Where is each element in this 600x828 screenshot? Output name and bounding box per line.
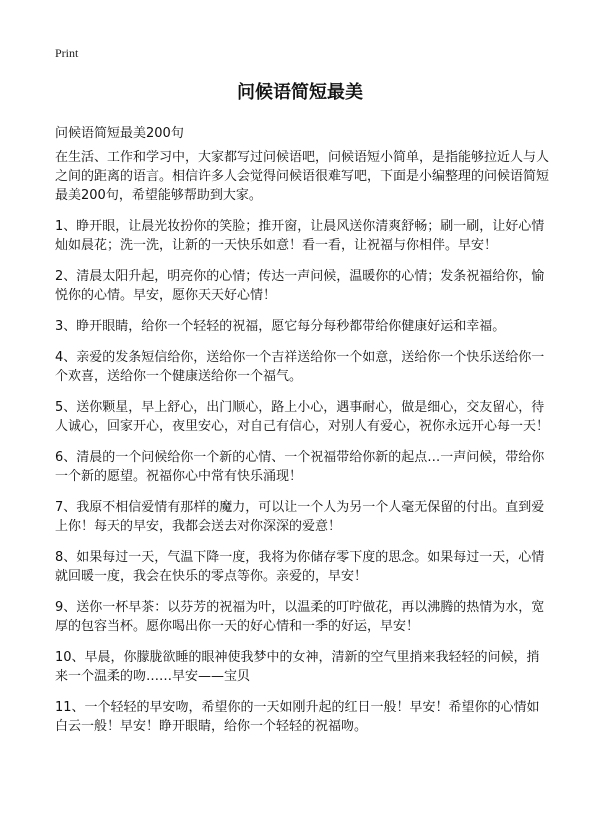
greeting-item: 2、清晨太阳升起，明亮你的心情；传达一声问候，温暖你的心情；发条祝福给你，愉悦你的心情。早安，愿你天天好心情！ [55,269,545,303]
greeting-item: 9、送你一杯早茶：以芬芳的祝福为叶，以温柔的叮咛做花，再以沸腾的热情为水，宽厚的包容当杯。愿你喝出你一天的好心情和一季的好运，早安！ [55,600,545,634]
greeting-item: 6、清晨的一个问候给你一个新的心情、一个祝福带给你新的起点…一声问候，带给你一个新的愿望。祝福你心中常有快乐涌现！ [55,450,545,484]
greeting-item: 8、如果每过一天，气温下降一度，我将为你储存零下度的思念。如果每过一天，心情就回暖一度，我会在快乐的零点等你。亲爱的，早安！ [55,550,545,584]
page-title: 问候语简短最美 [237,82,363,103]
greeting-item: 7、我原不相信爱情有那样的魔力，可以让一个人为另一个人毫无保留的付出。直到爱上你！每天的早安，我都会送去对你深深的爱意！ [55,500,545,534]
greeting-item: 10、早晨，你朦胧欲睡的眼神使我梦中的女神，清新的空气里捎来我轻轻的问候，捎来一个温柔的吻……早安——宝贝 [55,650,540,684]
greeting-item: 5、送你颗星，早上舒心，出门顺心，路上小心，遇事耐心，做是细心，交友留心，待人诚心，回家开心，夜里安心，对自己有信心，对别人有爱心，祝你永远开心每一天！ [55,400,550,434]
greeting-item: 3、睁开眼睛，给你一个轻轻的祝福，愿它每分每秒都带给你健康好运和幸福。 [55,319,506,334]
greeting-item: 11、一个轻轻的早安吻，希望你的一天如刚升起的红日一般！早安！希望你的心情如白云一般！早安！睁开眼睛，给你一个轻轻的祝福吻。 [55,700,540,734]
document-body [55,148,551,748]
greeting-item: 4、亲爱的发条短信给你，送给你一个吉祥送给你一个如意，送给你一个快乐送给你一个欢喜，送给你一个健康送给你一个福气。 [55,350,545,384]
document-subtitle: 问候语简短最美200句 [55,126,184,141]
print-link[interactable]: Print [55,46,79,60]
intro-paragraph: 在生活、工作和学习中，大家都写过问候语吧，问候语短小简单，是指能够拉近人与人之间的距离的语言。相信许多人会觉得问候语很难写吧，下面是小编整理的问候语简短最美200句，希望能够帮助到大家。 [55,150,550,203]
greeting-item: 1、睁开眼，让晨光妆扮你的笑脸；推开窗，让晨风送你清爽舒畅；刷一刷，让好心情灿如晨花；洗一洗，让新的一天快乐如意！看一看，让祝福与你相伴。早安！ [55,219,545,253]
